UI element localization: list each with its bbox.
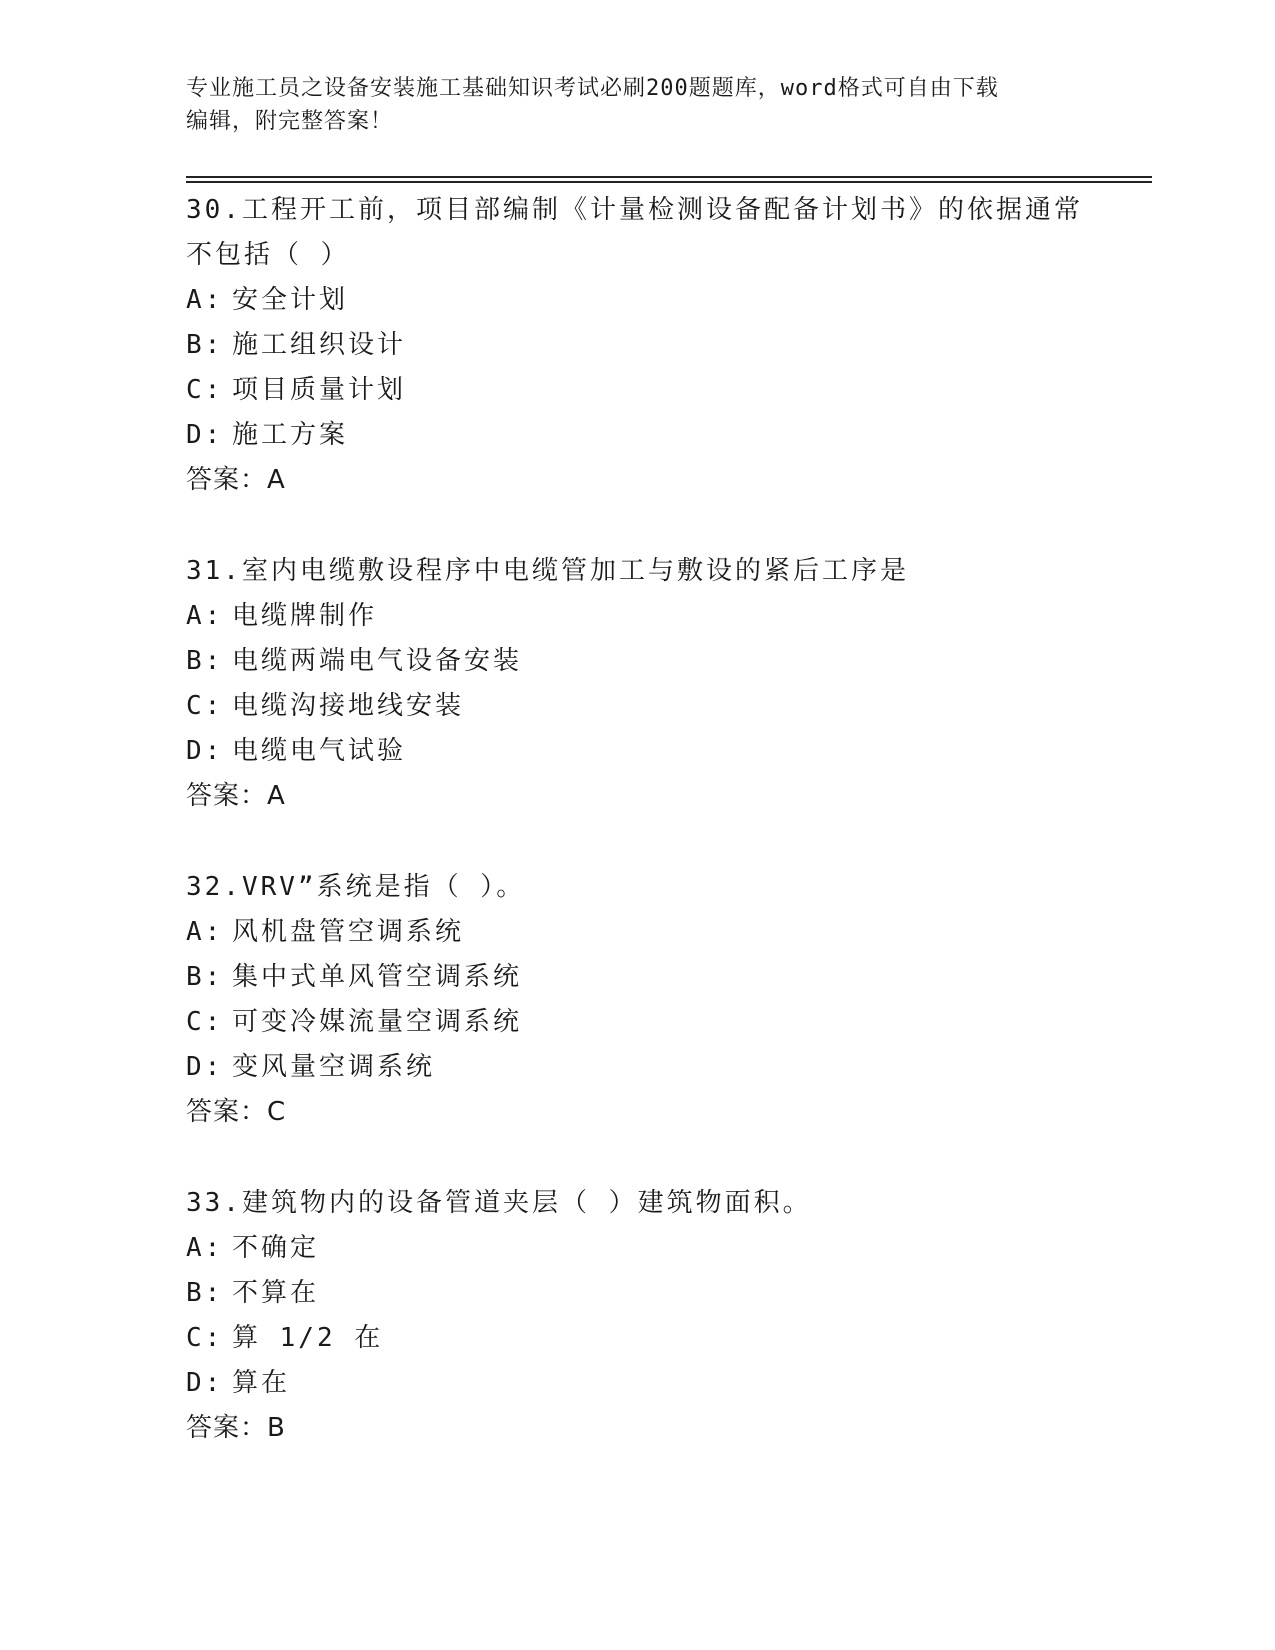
question-31	[186, 549, 1152, 819]
option-text: 项目质量计划	[232, 375, 407, 405]
question-text: 33.建筑物内的设备管道夹层（ ）建筑物面积。	[186, 1188, 812, 1218]
option-text: 不算在	[232, 1278, 320, 1308]
option-c	[186, 1000, 1152, 1045]
option-b	[186, 323, 1152, 368]
option-key: C:	[186, 1323, 224, 1353]
option-text: 风机盘管空调系统	[232, 917, 465, 947]
option-b	[186, 1271, 1152, 1316]
option-text: 电缆牌制作	[232, 601, 378, 631]
option-c	[186, 1316, 1152, 1361]
option-key: A:	[186, 1233, 224, 1263]
option-key: C:	[186, 1007, 224, 1037]
option-key: D:	[186, 1368, 224, 1398]
document-header	[186, 72, 1086, 138]
answer-line: 答案：A	[186, 781, 286, 811]
question-33	[186, 1181, 1152, 1451]
option-text: 施工方案	[232, 420, 349, 450]
question-text: 31.室内电缆敷设程序中电缆管加工与敷设的紧后工序是	[186, 556, 909, 586]
option-key: A:	[186, 601, 224, 631]
answer-line: 答案：C	[186, 1097, 287, 1127]
option-key: C:	[186, 375, 224, 405]
option-c	[186, 368, 1152, 413]
question-text: 32.VRV”系统是指（ ）。	[186, 872, 526, 902]
option-text: 电缆电气试验	[232, 736, 407, 766]
option-text: 变风量空调系统	[232, 1052, 436, 1082]
option-text: 安全计划	[232, 285, 349, 315]
option-text: 集中式单风管空调系统	[232, 962, 523, 992]
option-key: D:	[186, 420, 224, 450]
option-a	[186, 1226, 1152, 1271]
option-key: C:	[186, 691, 224, 721]
option-text: 算在	[232, 1368, 291, 1398]
header-line-2: 编辑，附完整答案！	[186, 109, 394, 134]
option-key: B:	[186, 962, 224, 992]
option-a	[186, 910, 1152, 955]
option-key: B:	[186, 330, 224, 360]
option-key: D:	[186, 736, 224, 766]
option-key: D:	[186, 1052, 224, 1082]
option-text: 电缆沟接地线安装	[232, 691, 465, 721]
header-divider-top	[186, 176, 1152, 178]
option-text: 电缆两端电气设备安装	[232, 646, 523, 676]
option-b	[186, 639, 1152, 684]
option-text: 不确定	[232, 1233, 320, 1263]
question-text: 30.工程开工前，项目部编制《计量检测设备配备计划书》的依据通常	[186, 195, 1083, 225]
option-b	[186, 955, 1152, 1000]
option-text: 算 1/2 在	[232, 1323, 384, 1353]
option-a	[186, 278, 1152, 323]
option-key: B:	[186, 646, 224, 676]
question-32	[186, 865, 1152, 1135]
option-a	[186, 594, 1152, 639]
option-text: 施工组织设计	[232, 330, 407, 360]
option-d	[186, 1361, 1152, 1406]
option-key: A:	[186, 917, 224, 947]
header-divider-bottom	[186, 181, 1152, 183]
option-text: 可变冷媒流量空调系统	[232, 1007, 523, 1037]
answer-line: 答案：B	[186, 1413, 286, 1443]
option-c	[186, 684, 1152, 729]
option-d	[186, 729, 1152, 774]
header-line-1: 专业施工员之设备安装施工基础知识考试必刷200题题库，word格式可自由下载	[186, 76, 999, 101]
question-30	[186, 188, 1152, 503]
answer-line: 答案：A	[186, 465, 286, 495]
question-list	[186, 188, 1152, 1497]
option-key: A:	[186, 285, 224, 315]
option-d	[186, 1045, 1152, 1090]
option-key: B:	[186, 1278, 224, 1308]
question-text-continued: 不包括（ ）	[186, 240, 350, 270]
option-d	[186, 413, 1152, 458]
